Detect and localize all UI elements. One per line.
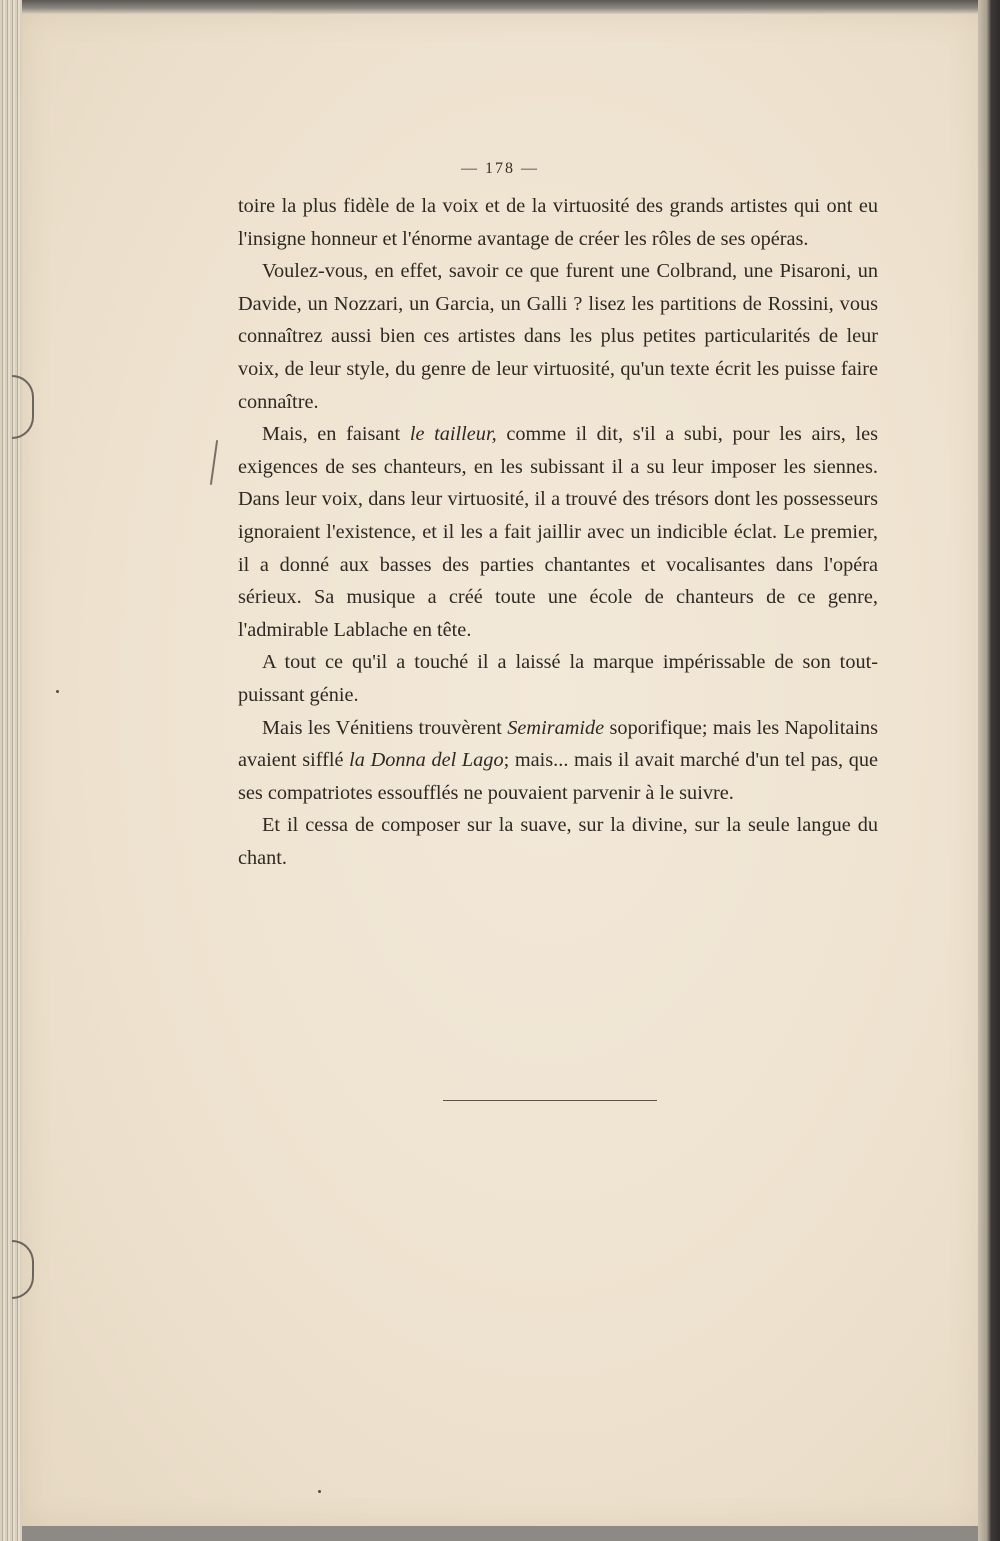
italic-title-text: le tailleur, (409, 423, 497, 446)
italic-title-text: Semiramide (507, 716, 605, 739)
paragraph (238, 712, 878, 810)
paper-speck (318, 1490, 321, 1493)
paragraph-text: Et il cessa de composer sur la suave, sur la divine, sur la seule langue du chant. (238, 814, 878, 869)
paragraph-text: Voulez-vous, en effet, savoir ce que furent une Colbrand, une Pisaroni, un Davide, un Nozzari, un Garcia, un Galli ? lisez les partitions de Rossini, vous connaîtrez aussi bien ces artistes dans les plus petites particularités de leur voix, de leur style, du genre de leur virtuosité, qu'un texte écrit les puisse faire connaître. (238, 260, 878, 413)
paragraph-text: Mais les Vénitiens trouvèrent (262, 716, 508, 739)
italic-title-text: la Donna del Lago (349, 749, 504, 772)
book-top-edge (0, 0, 1000, 14)
paragraph-text: soporifique; mais les Napolitains avaient sifflé (238, 716, 878, 772)
page-number: — 178 — (461, 160, 539, 177)
paragraph (238, 646, 878, 711)
paragraph-text: ; mais... mais il avait marché d'un tel pas, que ses compatriotes essoufflés ne pouvaient parvenir à le suivre. (238, 749, 878, 804)
paragraph (238, 190, 878, 255)
page-stack-left-edge (0, 0, 22, 1541)
paragraph (238, 255, 878, 418)
paragraph-text: comme il dit, s'il a subi, pour les airs, les exigences de ses chanteurs, en les subissant il a su leur imposer les siennes. Dans leur voix, dans leur virtuosité, il a trouvé des trésors dont les possesseurs ignoraient l'existence, et il les a fait jaillir avec un indicible éclat. Le premier, il a donné aux basses des parties chantantes et vocalisantes dans l'opéra sérieux. Sa musique a créé toute une école de chanteurs de ce genre, l'admirable Lablache en tête. (238, 423, 879, 641)
body-text (238, 190, 878, 874)
paragraph-text: toire la plus fidèle de la voix et de la virtuosité des grands artistes qui ont eu l'insigne honneur et l'énorme avantage de créer les rôles de ses opéras. (238, 195, 878, 250)
paragraph-text: Mais, en faisant (262, 423, 410, 446)
paragraph (238, 809, 878, 874)
paper-speck (56, 690, 59, 693)
paragraph-text: A tout ce qu'il a touché il a laissé la marque impérissable de son tout-puissant génie. (238, 651, 878, 706)
paragraph (238, 418, 878, 646)
end-rule-divider (443, 1100, 657, 1101)
book-spine-right-edge (978, 0, 1000, 1541)
